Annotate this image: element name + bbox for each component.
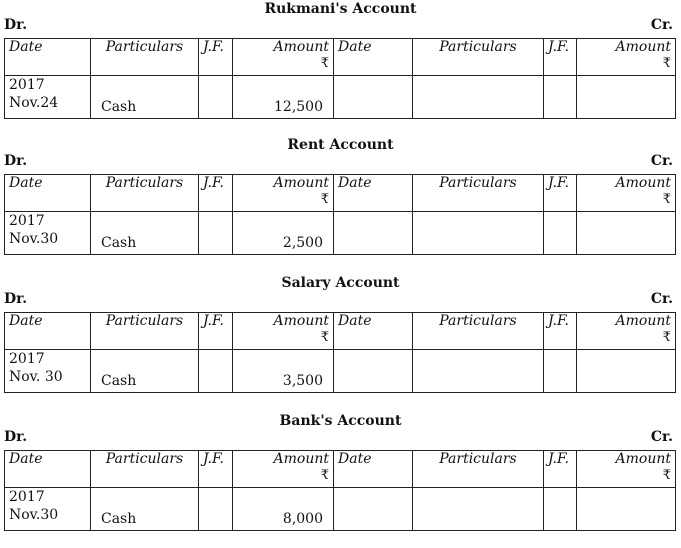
- debit-jf-header: J.F.: [199, 313, 233, 350]
- credit-amount-header: [577, 39, 676, 76]
- entry-day: Nov. 30: [9, 369, 63, 385]
- entry-year: 2017: [9, 213, 45, 229]
- entry-particulars: Cash: [91, 76, 199, 119]
- credit-jf-header: J.F.: [544, 451, 577, 488]
- credit-jf-cell: [544, 76, 577, 119]
- credit-particulars-cell: [413, 488, 544, 531]
- amount-label: Amount: [615, 313, 671, 329]
- table-row: [5, 488, 676, 531]
- credit-date-header: Date: [334, 313, 413, 350]
- table-row: [5, 76, 676, 119]
- entry-particulars: Cash: [91, 488, 199, 531]
- debit-label: Dr.: [4, 429, 28, 445]
- rupee-symbol: ₹: [662, 468, 671, 483]
- entry-amount: 8,000: [233, 488, 334, 531]
- credit-date-header: Date: [334, 451, 413, 488]
- credit-label: Cr.: [650, 17, 673, 33]
- entry-year: 2017: [9, 351, 45, 367]
- debit-label: Dr.: [4, 291, 28, 307]
- credit-jf-header: J.F.: [544, 175, 577, 212]
- debit-amount-header: [233, 175, 334, 212]
- debit-amount-header: [233, 313, 334, 350]
- credit-jf-cell: [544, 350, 577, 393]
- debit-jf-header: J.F.: [199, 39, 233, 76]
- table-row: [5, 212, 676, 255]
- debit-particulars-header: Particulars: [91, 313, 199, 350]
- rupee-symbol: ₹: [320, 330, 329, 345]
- debit-amount-header: [233, 39, 334, 76]
- amount-label: Amount: [273, 175, 329, 191]
- rupee-symbol: ₹: [320, 468, 329, 483]
- header-row: [5, 39, 676, 76]
- entry-amount: 2,500: [233, 212, 334, 255]
- account-title: Rukmani's Account: [264, 1, 417, 17]
- header-row: [5, 175, 676, 212]
- credit-amount-cell: [577, 212, 676, 255]
- debit-label: Dr.: [4, 17, 28, 33]
- credit-jf-header: J.F.: [544, 39, 577, 76]
- credit-amount-cell: [577, 350, 676, 393]
- credit-date-header: Date: [334, 175, 413, 212]
- ledger-account: [0, 0, 681, 136]
- credit-particulars-header: Particulars: [413, 313, 544, 350]
- entry-jf: [199, 212, 233, 255]
- credit-amount-header: [577, 175, 676, 212]
- debit-particulars-header: Particulars: [91, 175, 199, 212]
- entry-particulars: Cash: [91, 350, 199, 393]
- debit-particulars-header: Particulars: [91, 451, 199, 488]
- account-title: Rent Account: [287, 137, 394, 153]
- entry-amount: 12,500: [233, 76, 334, 119]
- debit-date-header: Date: [5, 39, 91, 76]
- debit-particulars-header: Particulars: [91, 39, 199, 76]
- amount-label: Amount: [273, 313, 329, 329]
- ledger-account: [0, 412, 681, 548]
- credit-date-header: Date: [334, 39, 413, 76]
- header-row: [5, 451, 676, 488]
- entry-date: [5, 488, 91, 531]
- credit-particulars-header: Particulars: [413, 175, 544, 212]
- rupee-symbol: ₹: [662, 192, 671, 207]
- amount-label: Amount: [273, 39, 329, 55]
- ledger-account: [0, 274, 681, 410]
- rupee-symbol: ₹: [662, 330, 671, 345]
- debit-date-header: Date: [5, 451, 91, 488]
- debit-date-header: Date: [5, 313, 91, 350]
- credit-jf-cell: [544, 212, 577, 255]
- credit-amount-cell: [577, 76, 676, 119]
- entry-year: 2017: [9, 77, 45, 93]
- ledger-table: [4, 174, 676, 255]
- entry-year: 2017: [9, 489, 45, 505]
- account-title: Bank's Account: [279, 413, 402, 429]
- entry-day: Nov.30: [9, 231, 59, 247]
- credit-date-cell: [334, 212, 413, 255]
- debit-date-header: Date: [5, 175, 91, 212]
- rupee-symbol: ₹: [320, 192, 329, 207]
- entry-particulars: Cash: [91, 212, 199, 255]
- entry-jf: [199, 76, 233, 119]
- debit-jf-header: J.F.: [199, 451, 233, 488]
- credit-jf-cell: [544, 488, 577, 531]
- entry-date: [5, 350, 91, 393]
- amount-label: Amount: [615, 39, 671, 55]
- table-row: [5, 350, 676, 393]
- amount-label: Amount: [273, 451, 329, 467]
- credit-label: Cr.: [650, 429, 673, 445]
- entry-jf: [199, 350, 233, 393]
- credit-jf-header: J.F.: [544, 313, 577, 350]
- ledger-table: [4, 38, 676, 119]
- credit-label: Cr.: [650, 153, 673, 169]
- debit-jf-header: J.F.: [199, 175, 233, 212]
- debit-label: Dr.: [4, 153, 28, 169]
- entry-date: [5, 76, 91, 119]
- entry-amount: 3,500: [233, 350, 334, 393]
- account-title: Salary Account: [281, 275, 400, 291]
- credit-particulars-cell: [413, 76, 544, 119]
- header-row: [5, 313, 676, 350]
- ledger-account: [0, 136, 681, 272]
- rupee-symbol: ₹: [662, 56, 671, 71]
- entry-date: [5, 212, 91, 255]
- credit-date-cell: [334, 76, 413, 119]
- credit-particulars-header: Particulars: [413, 451, 544, 488]
- credit-particulars-cell: [413, 350, 544, 393]
- credit-date-cell: [334, 350, 413, 393]
- credit-amount-header: [577, 313, 676, 350]
- amount-label: Amount: [615, 451, 671, 467]
- ledger-table: [4, 450, 676, 531]
- credit-amount-header: [577, 451, 676, 488]
- credit-particulars-cell: [413, 212, 544, 255]
- entry-day: Nov.24: [9, 95, 59, 111]
- amount-label: Amount: [615, 175, 671, 191]
- entry-jf: [199, 488, 233, 531]
- credit-label: Cr.: [650, 291, 673, 307]
- ledger-table: [4, 312, 676, 393]
- credit-particulars-header: Particulars: [413, 39, 544, 76]
- debit-amount-header: [233, 451, 334, 488]
- credit-amount-cell: [577, 488, 676, 531]
- credit-date-cell: [334, 488, 413, 531]
- rupee-symbol: ₹: [320, 56, 329, 71]
- entry-day: Nov.30: [9, 507, 59, 523]
